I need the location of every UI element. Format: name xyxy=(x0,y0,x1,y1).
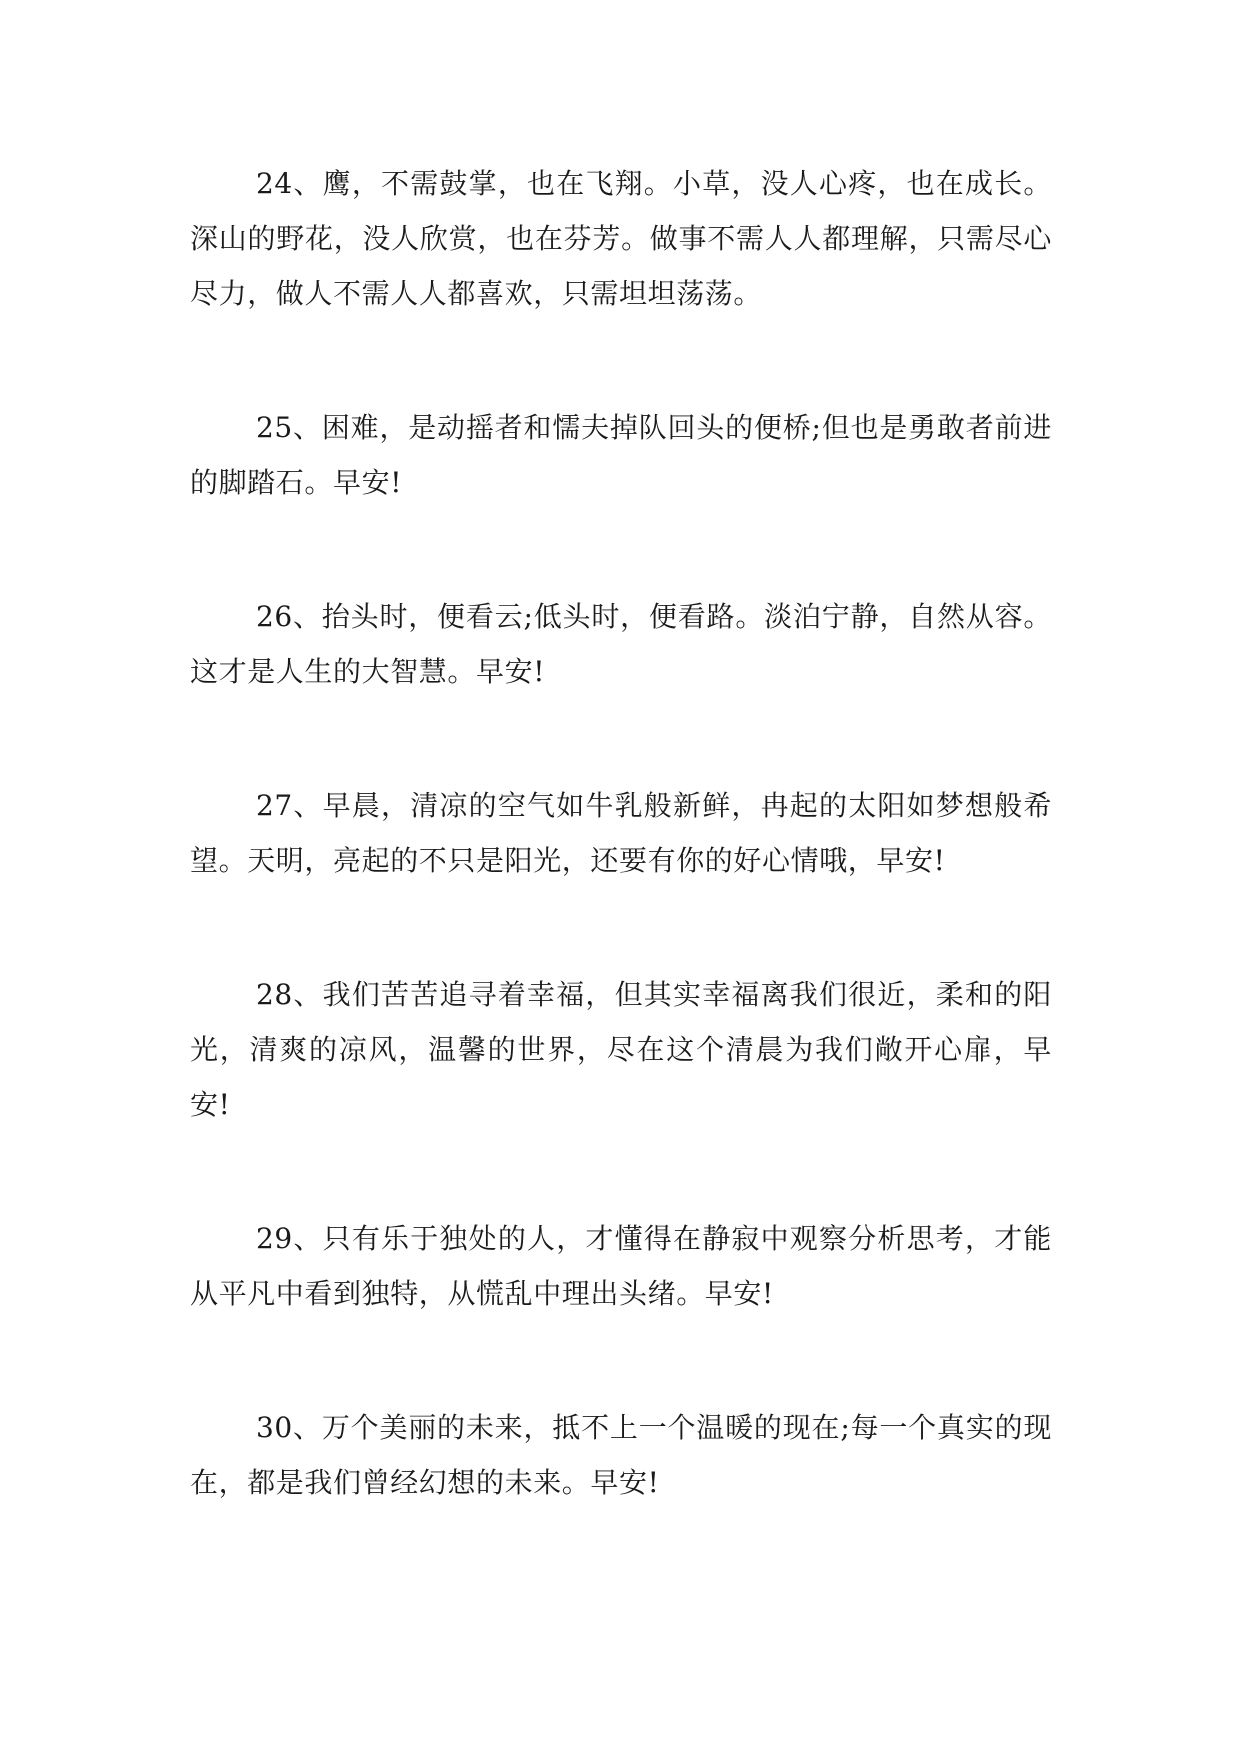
paragraph-24: 24、鹰，不需鼓掌，也在飞翔。小草，没人心疼，也在成长。深山的野花，没人欣赏，也在芬芳。做事不需人人都理解，只需尽心尽力，做人不需人人都喜欢，只需坦坦荡荡。 xyxy=(190,167,1052,310)
paragraph-25: 25、困难，是动摇者和懦夫掉队回头的便桥;但也是勇敢者前进的脚踏石。早安! xyxy=(190,411,1052,499)
paragraph-28: 28、我们苦苦追寻着幸福，但其实幸福离我们很近，柔和的阳光，清爽的凉风，温馨的世界，尽在这个清晨为我们敞开心扉，早安! xyxy=(190,978,1052,1121)
paragraph-30: 30、万个美丽的未来，抵不上一个温暖的现在;每一个真实的现在，都是我们曾经幻想的未来。早安! xyxy=(190,1411,1052,1499)
paragraph-29: 29、只有乐于独处的人，才懂得在静寂中观察分析思考，才能从平凡中看到独特，从慌乱中理出头绪。早安! xyxy=(190,1222,1052,1310)
paragraph-26: 26、抬头时，便看云;低头时，便看路。淡泊宁静，自然从容。这才是人生的大智慧。早安! xyxy=(190,600,1052,688)
document-body xyxy=(190,156,1052,1589)
paragraph-27: 27、早晨，清凉的空气如牛乳般新鲜，冉起的太阳如梦想般希望。天明，亮起的不只是阳光，还要有你的好心情哦，早安! xyxy=(190,789,1052,877)
